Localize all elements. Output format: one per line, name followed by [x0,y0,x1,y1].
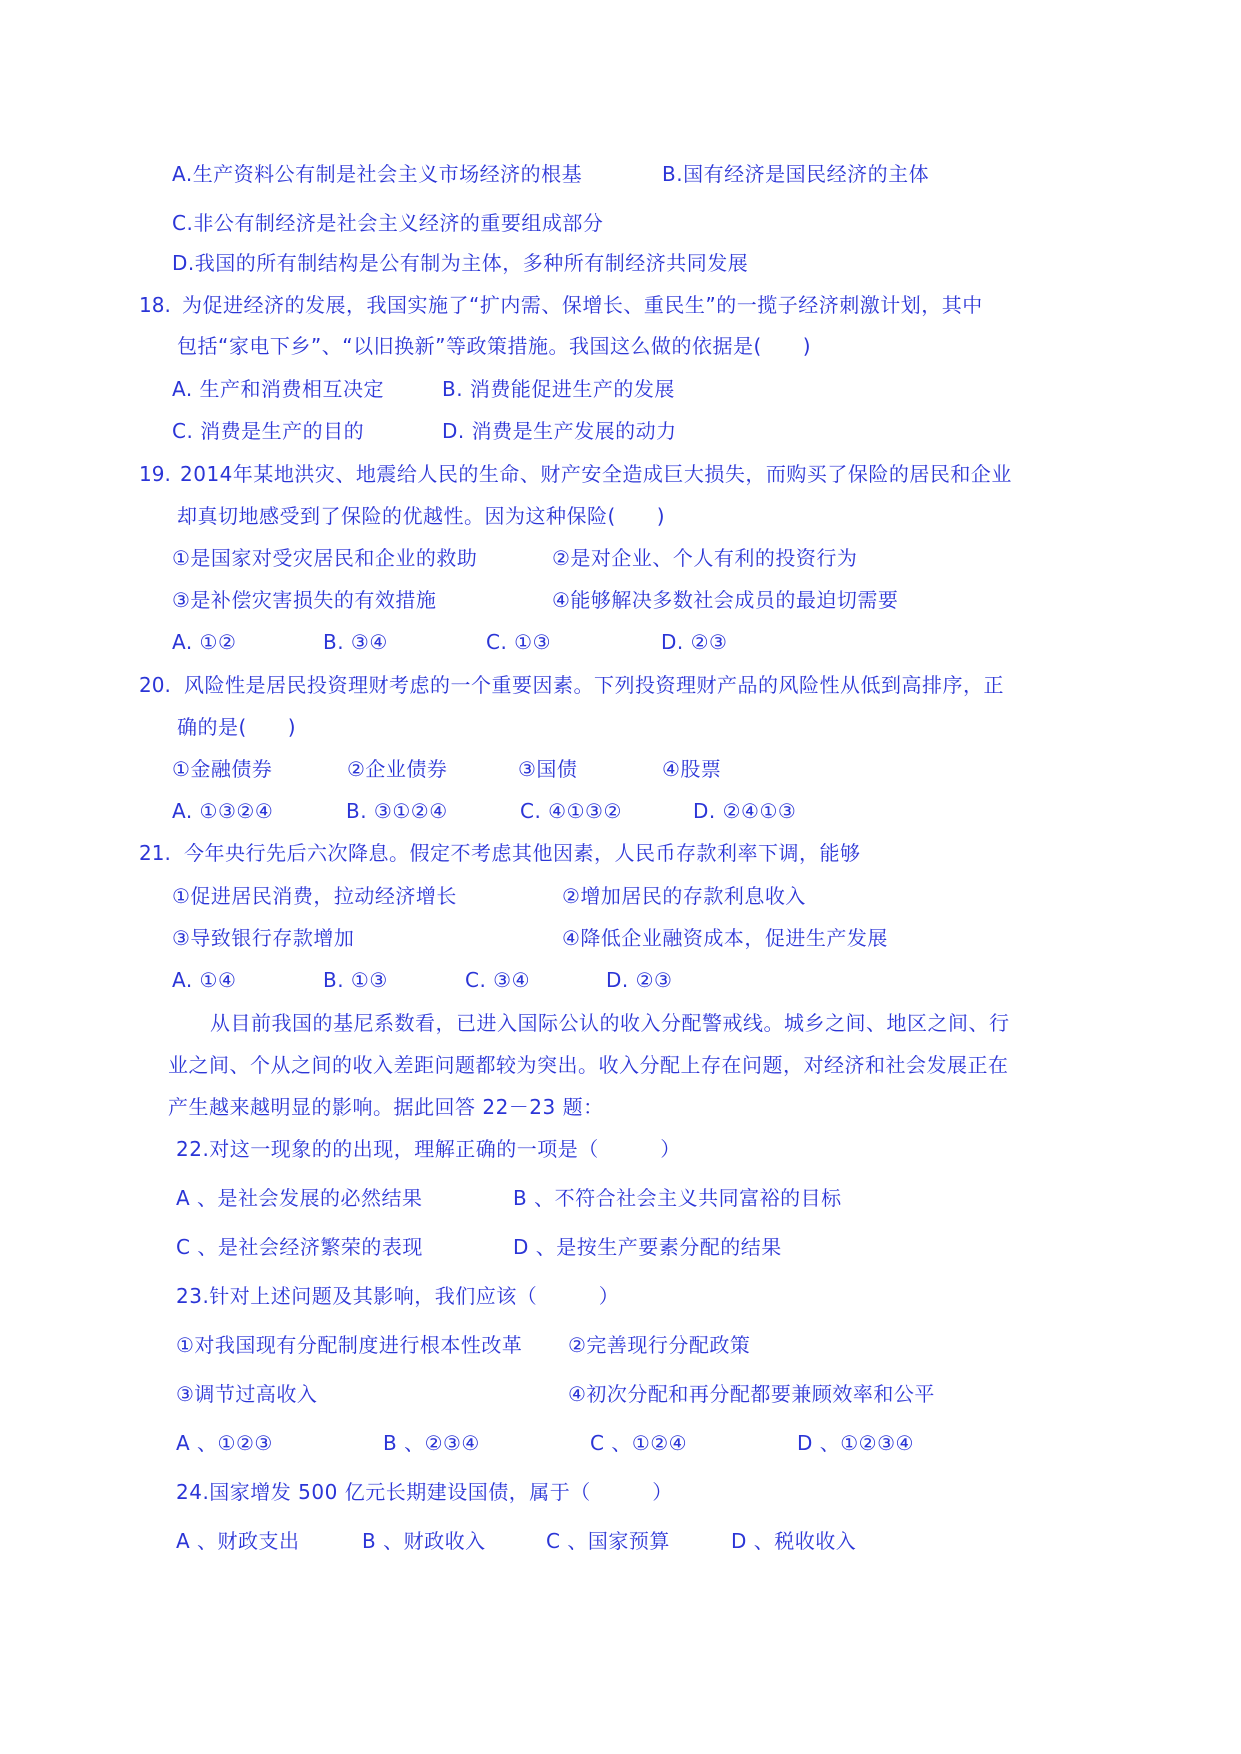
q23-option-b: B 、②③④ [383,1431,480,1455]
q19-item-3: ③是补偿灾害损失的有效措施 [172,588,437,612]
q23-option-c: C 、①②④ [590,1431,688,1455]
q18-option-d: D. 消费是生产发展的动力 [442,419,677,443]
q20-item-3: ③国债 [518,757,578,781]
q21-option-d: D. ②③ [606,968,673,992]
q17-option-b: B.国有经济是国民经济的主体 [662,162,930,186]
q20-item-2: ②企业债券 [347,757,448,781]
q21-number: 21. [139,841,171,865]
q19-number: 19. [139,462,171,486]
q20-option-b: B. ③①②④ [346,799,448,823]
q19-stem-line1: 2014年某地洪灾、地震给人民的生命、财产安全造成巨大损失，而购买了保险的居民和企业 [180,462,1012,486]
q21-item-4: ④降低企业融资成本，促进生产发展 [562,926,888,950]
q18-option-c: C. 消费是生产的目的 [172,419,365,443]
q23-item-4: ④初次分配和再分配都要兼顾效率和公平 [568,1382,935,1406]
q24-option-b: B 、财政收入 [362,1529,486,1553]
q24-option-d: D 、税收收入 [731,1529,857,1553]
q21-item-2: ②增加居民的存款利息收入 [562,884,806,908]
q20-option-a: A. ①③②④ [172,799,274,823]
q17-option-a: A.生产资料公有制是社会主义市场经济的根基 [172,162,583,186]
passage-line2: 业之间、个从之间的收入差距问题都较为突出。收入分配上存在问题，对经济和社会发展正在 [168,1053,1009,1077]
q23-item-2: ②完善现行分配政策 [568,1333,751,1357]
q19-option-c: C. ①③ [486,630,552,654]
q19-option-d: D. ②③ [661,630,728,654]
q17-option-c: C.非公有制经济是社会主义经济的重要组成部分 [172,211,604,235]
q20-stem-line2: 确的是( ) [177,715,297,739]
q19-option-b: B. ③④ [323,630,388,654]
q20-option-d: D. ②④①③ [693,799,797,823]
q18-option-b: B. 消费能促进生产的发展 [442,377,675,401]
q19-item-4: ④能够解决多数社会成员的最迫切需要 [552,588,899,612]
q17-option-d: D.我国的所有制结构是公有制为主体，多种所有制经济共同发展 [172,251,749,275]
q21-option-a: A. ①④ [172,968,237,992]
q18-stem-line1: 为促进经济的发展，我国实施了“扩内需、保增长、重民生”的一揽子经济刺激计划，其中 [182,293,983,317]
q18-option-a: A. 生产和消费相互决定 [172,377,385,401]
q23-option-d: D 、①②③④ [797,1431,914,1455]
q21-item-3: ③导致银行存款增加 [172,926,355,950]
q19-item-1: ①是国家对受灾居民和企业的救助 [172,546,478,570]
q22-option-c: C 、是社会经济繁荣的表现 [176,1235,423,1259]
passage-line3: 产生越来越明显的影响。据此回答 22－23 题： [168,1095,604,1119]
q20-number: 20. [139,673,171,697]
q19-option-a: A. ①② [172,630,237,654]
q24-option-c: C 、国家预算 [546,1529,670,1553]
q22-stem: 22.对这一现象的的出现，理解正确的一项是（ ） [176,1137,681,1161]
q18-number: 18. [139,293,171,317]
q22-option-d: D 、是按生产要素分配的结果 [513,1235,782,1259]
q22-option-a: A 、是社会发展的必然结果 [176,1186,423,1210]
q23-item-1: ①对我国现有分配制度进行根本性改革 [176,1333,523,1357]
q19-item-2: ②是对企业、个人有利的投资行为 [552,546,858,570]
q21-option-b: B. ①③ [323,968,388,992]
q22-option-b: B 、不符合社会主义共同富裕的目标 [513,1186,842,1210]
q23-option-a: A 、①②③ [176,1431,273,1455]
q21-option-c: C. ③④ [465,968,531,992]
passage-line1: 从目前我国的基尼系数看，已进入国际公认的收入分配警戒线。城乡之间、地区之间、行 [210,1011,1010,1035]
q21-stem-line1: 今年央行先后六次降息。假定不考虑其他因素，人民币存款利率下调，能够 [184,841,861,865]
q20-item-1: ①金融债券 [172,757,273,781]
q20-stem-line1: 风险性是居民投资理财考虑的一个重要因素。下列投资理财产品的风险性从低到高排序，正 [184,673,1004,697]
q24-option-a: A 、财政支出 [176,1529,300,1553]
q23-item-3: ③调节过高收入 [176,1382,318,1406]
q21-item-1: ①促进居民消费，拉动经济增长 [172,884,457,908]
q23-stem: 23.针对上述问题及其影响，我们应该（ ） [176,1284,620,1308]
q18-stem-line2: 包括“家电下乡”、“以旧换新”等政策措施。我国这么做的依据是( ) [177,334,812,358]
q24-stem: 24.国家增发 500 亿元长期建设国债，属于（ ） [176,1480,673,1504]
q20-item-4: ④股票 [662,757,722,781]
q20-option-c: C. ④①③② [520,799,622,823]
q19-stem-line2: 却真切地感受到了保险的优越性。因为这种保险( ) [177,504,666,528]
